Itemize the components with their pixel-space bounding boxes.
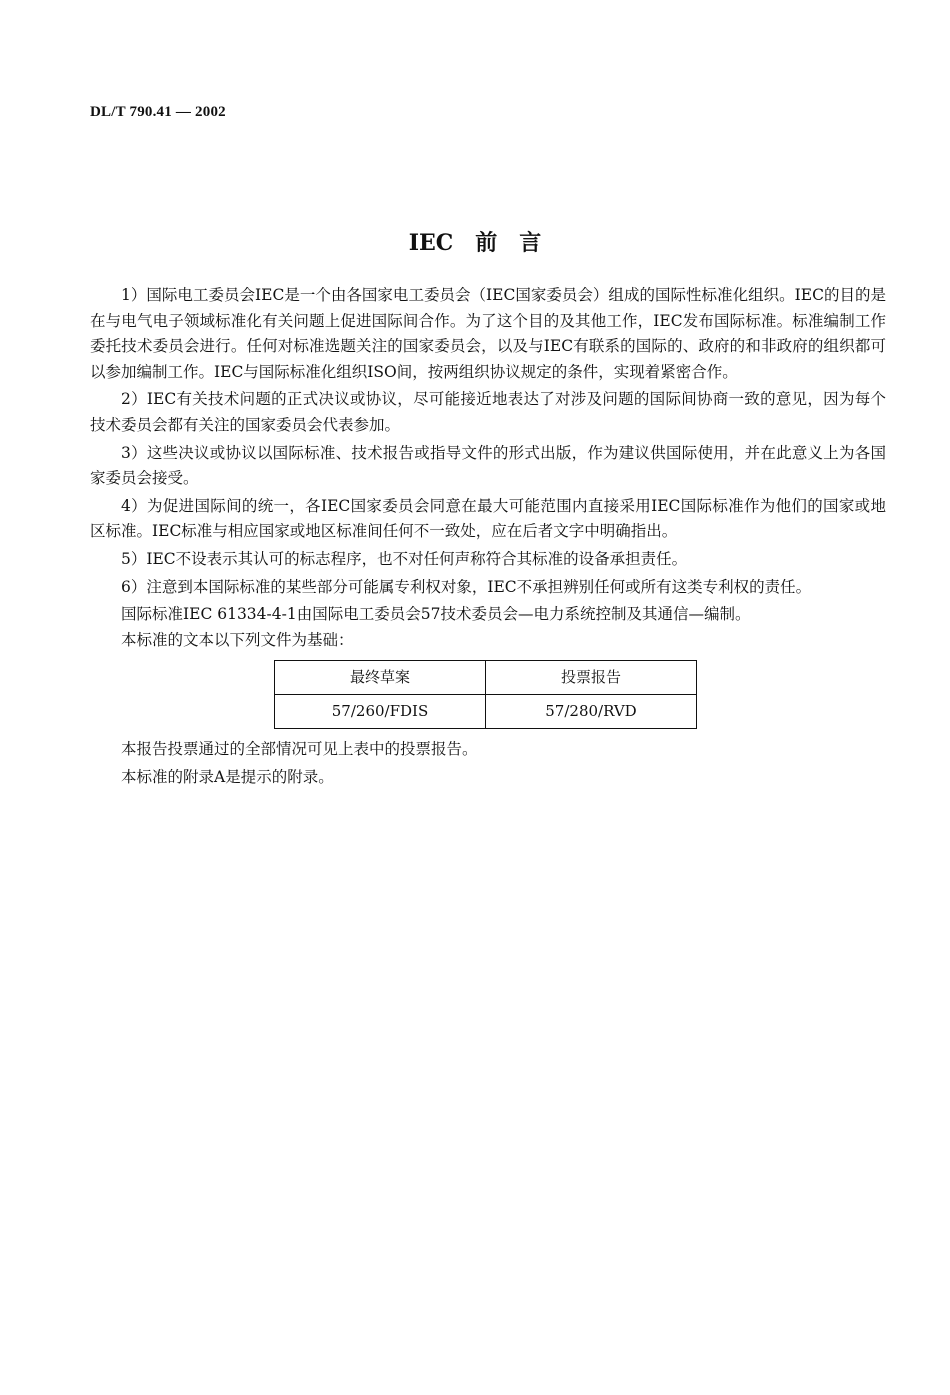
paragraph-10: 本标准的附录A是提示的附录。 xyxy=(121,767,334,786)
paragraph-9: 本报告投票通过的全部情况可见上表中的投票报告。 xyxy=(121,740,478,759)
paragraph-5: 5）IEC不设表示其认可的标志程序，也不对任何声称符合其标准的设备承担责任。 xyxy=(121,549,688,568)
paragraph-8: 本标准的文本以下列文件为基础： xyxy=(121,630,354,649)
paragraph-6: 6）注意到本国际标准的某些部分可能属专利权对象，IEC不承担辨别任何或所有这类专利权的责任。 xyxy=(121,577,812,596)
table-header-row xyxy=(275,661,697,695)
paragraph-3: 3）这些决议或协议以国际标准、技术报告或指导文件的形式出版，作为建议供国际使用，并在此意义上为各国家委员会接受。 xyxy=(90,443,886,488)
document-body xyxy=(90,283,886,791)
documents-table xyxy=(274,660,697,729)
page-title xyxy=(0,226,950,257)
table-row xyxy=(275,695,697,729)
table-header-cell: 投票报告 xyxy=(486,661,697,695)
document-number: DL/T 790.41 — 2002 xyxy=(90,104,226,120)
paragraph-2: 2）IEC有关技术问题的正式决议或协议，尽可能接近地表达了对涉及问题的国际间协商一致的意见，因为每个技术委员会都有关注的国家委员会代表参加。 xyxy=(90,390,886,434)
paragraph-1: 1）国际电工委员会IEC是一个由各国家电工委员会（IEC国家委员会）组成的国际性标准化组织。IEC的目的是在与电气电子领域标准化有关问题上促进国际间合作。为了这个目的及其他工作，IEC发布国际标准。标准编制工作委托技术委员会进行。任何对标准选题关注的国家委员会，以及与IEC有联系的国际的、政府的和非政府的组织都可以参加编制工作。IEC与国际标准化组织ISO间，按两组织协议规定的条件，实现着紧密合作。 xyxy=(90,286,886,381)
table-header-cell: 最终草案 xyxy=(275,661,486,695)
title-iec: IEC xyxy=(408,230,454,256)
table-cell: 57/280/RVD xyxy=(486,695,697,729)
paragraph-4: 4）为促进国际间的统一，各IEC国家委员会同意在最大可能范围内直接采用IEC国际标准作为他们的国家或地区标准。IEC标准与相应国家或地区标准间任何不一致处，应在后者文字中明确指出。 xyxy=(90,496,886,541)
title-qian: 前 xyxy=(475,230,498,256)
table-cell: 57/260/FDIS xyxy=(275,695,486,729)
paragraph-7: 国际标准IEC 61334-4-1由国际电工委员会57技术委员会—电力系统控制及其通信—编制。 xyxy=(121,605,751,624)
title-yan: 言 xyxy=(519,230,542,256)
